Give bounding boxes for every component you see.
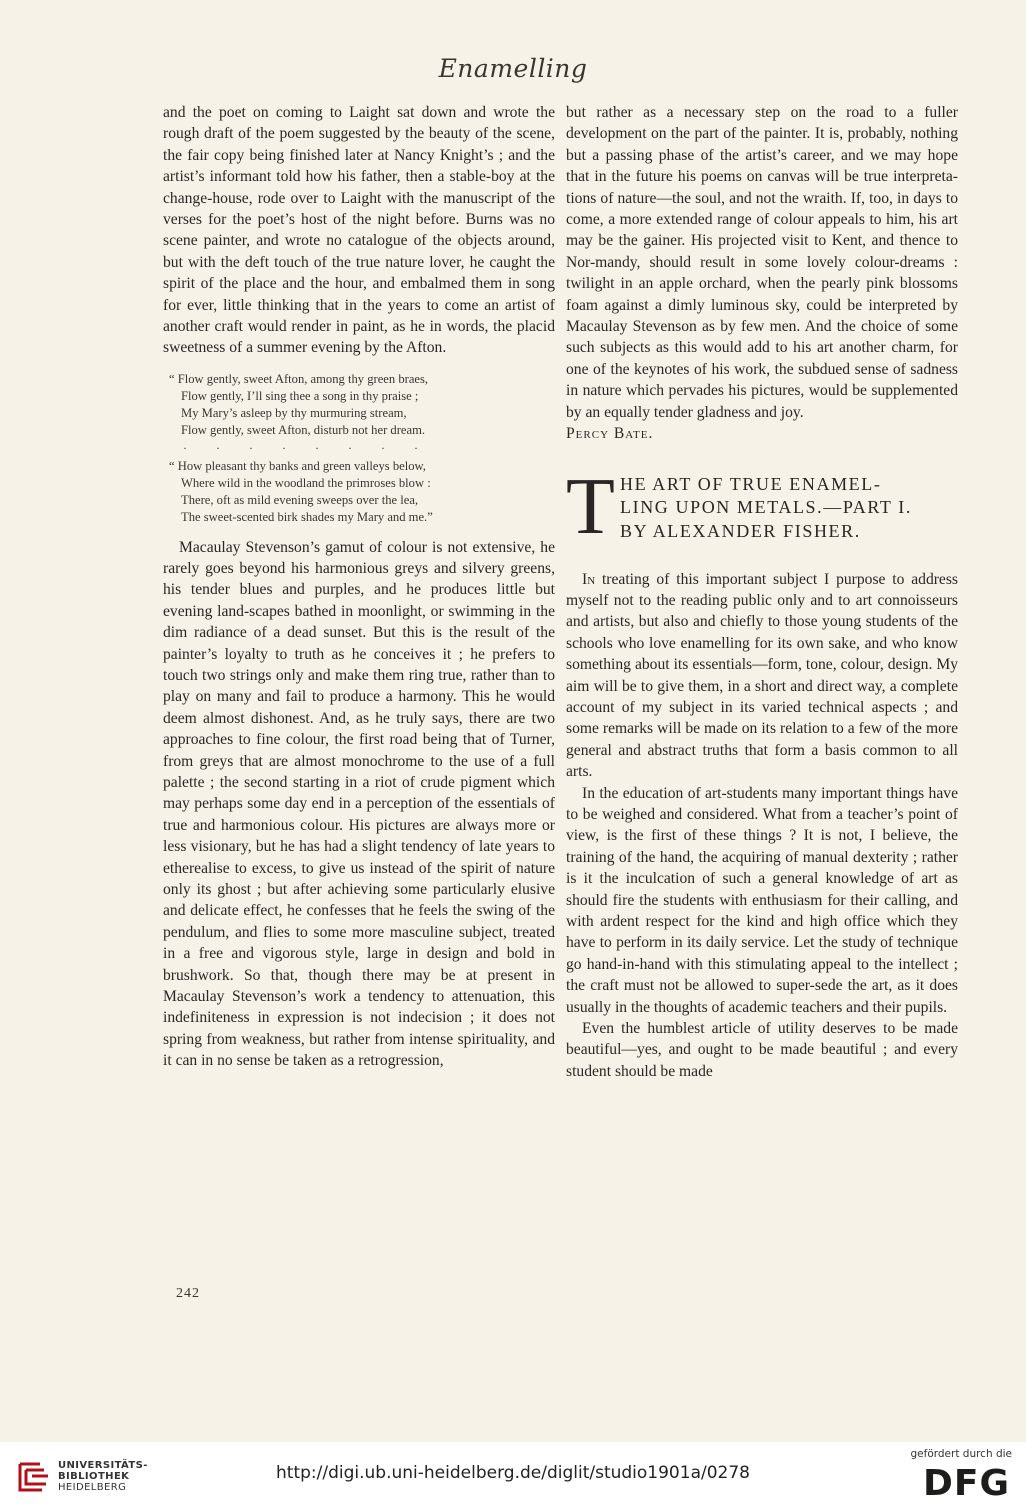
article-title <box>566 462 958 551</box>
right-paragraph-2 <box>566 569 958 783</box>
right-paragraph-4: Even the humblest article of utility deserves to be made beautiful—yes, and ought to be made beautiful ; and every student should be made <box>566 1020 958 1080</box>
poem-line: “ Flow gently, sweet Afton, among thy green braes, <box>169 371 429 386</box>
right-paragraph-3: In the education of art-students many important things have to be weighed and considered. What from a teacher’s point of view, is the first of these things ? It is not, I believe, the training of the hand, the acquiring of manual dexterity ; rather is it the inculcation of such a general knowledge of art as should fire the students with enthusiasm for their calling, and with ardent respect for the kind and high office which they have to perform in its daily service. Let the study of technique go hand-in-hand with this stimulating appeal to the intellect ; the craft must not be allowed to super-sede the art, as it does usually in the thoughts of academic teachers and their pupils. <box>566 784 958 1016</box>
library-name-line-2: BIBLIOTHEK <box>58 1471 130 1482</box>
digitization-footer <box>0 1442 1026 1512</box>
article-title-lines <box>566 473 958 544</box>
library-name-line-3: HEIDELBERG <box>58 1482 127 1493</box>
running-head: Enamelling <box>438 54 588 83</box>
poem-ellipsis: · · · · · · · · <box>183 440 431 455</box>
poem-line: The sweet-scented birk shades my Mary and me.” <box>181 510 433 525</box>
funded-by-label: gefördert durch die <box>910 1448 1012 1460</box>
left-paragraph-2: Macaulay Stevenson’s gamut of colour is not extensive, he rarely goes beyond his harmonious greys and silvery greens, his tender blues and purples, and he produces little but evening land-scapes bathed in moonlight, or swimming in the dim radiance of a dead sunset. But this is the result of the painter’s loyalty to truth as he conceives it ; he prefers to touch two strings only and make them ring true, rather than to play on many and fail to produce a harmony. This he would deem almost dishonest. And, as he truly says, there are two approaches to fine colour, the first road being that of Turner, from greys that are almost monochrome to the use of a full palette ; the second starting in a riot of crude pigment which may perhaps some day end in a perception of the essentials of true and harmonious colour. His pictures are always more or less visionary, but he has had a slight tendency of late years to etherealise to excess, to give us instead of the spirit of nature only its ghost ; but after achieving some particularly elusive and delicate effect, he confesses that he feels the swing of the pendulum, and flies to some more masculine subject, treated in a free and vigorous style, large in design and bold in brushwork. So that, though there may be at present in Macaulay Stevenson’s work a tendency to attenuation, this indefiniteness in expression is not indecision ; it does not spring from weakness, but rather from intense spirituality, and it can in no sense be taken as a retrogression, <box>163 538 555 1070</box>
drop-cap: T <box>566 462 615 551</box>
right-paragraph-2-text: treating of this important subject I purpose to address myself not to the reading public only and to art connoisseurs and artists, but also and chiefly to those young students of the schools who love enamelling for its own sake, and who know something about its essentials—form, tone, colour, design. My aim will be to give them, in a short and direct way, a complete account of my subject in its varied technical aspects ; and some remarks will be made on its relation to a few of the more general and abstract truths that form a basis common to all arts. <box>566 570 958 781</box>
page-number: 242 <box>176 1286 200 1301</box>
author-signature: Percy Bate. <box>566 425 654 443</box>
poem-quotation <box>163 371 555 527</box>
permalink-url[interactable]: http://digi.ub.uni-heidelberg.de/diglit/studio1901a/0278 <box>276 1463 750 1483</box>
article-title-line-1: HE ART OF TRUE ENAMEL- <box>620 473 882 494</box>
poem-line: Where wild in the woodland the primroses blow : <box>181 475 431 490</box>
lead-in-word: In <box>582 570 596 588</box>
library-name-line-1: UNIVERSITÄTS- <box>58 1460 148 1471</box>
poem-stanza-1 <box>169 371 555 440</box>
poem-stanza-2 <box>169 458 555 527</box>
left-paragraph-1: and the poet on coming to Laight sat down and wrote the rough draft of the poem suggested by the beauty of the scene, the fair copy being finished later at Nancy Knight’s ; and the artist’s informant told how his father, then a stable-boy at the change-house, rode over to Laight with the manuscript of the verses for the poet’s host of the night before. Burns was no scene painter, and wrote no catalogue of the objects around, but with the deft touch of the true nature lover, he caught the spirit of the place and the hour, and embalmed them in song for ever, little thinking that in the years to come an artist of another craft would render in paint, as he in words, the placid sweetness of a summer evening by the Afton. <box>163 104 555 357</box>
right-paragraph-1: but rather as a necessary step on the road to a fuller development on the part of the painter. It is, probably, nothing but a passing phase of the artist’s career, and we may hope that in the future his poems on canvas will be true interpreta-tions of nature—the soul, and not the wraith. If, too, in days to come, a more extended range of colour appeals to him, his art may be the gainer. His projected visit to Kent, and thence to Nor-mandy, should result in some lovely colour-dreams : twilight in an apple orchard, when the pearly pink blossoms foam against a dimly luminous sky, could be interpreted by Macaulay Stevenson as by few men. And the choice of some such subjects as this would add to his art another charm, for one of the keynotes of his work, the subdued sense of sadness in nature which pervades his pictures, would be supplemented by an equally tender gladness and joy. <box>566 104 958 421</box>
poem-line: There, oft as mild evening sweeps over the lea, <box>181 493 419 508</box>
poem-line: Flow gently, I’ll sing thee a song in thy praise ; <box>181 389 419 404</box>
article-title-line-2: LING UPON METALS.—PART I. <box>620 497 912 517</box>
right-column <box>566 102 958 1082</box>
poem-line: Flow gently, sweet Afton, disturb not her dream. <box>181 423 426 438</box>
poem-line: “ How pleasant thy banks and green valleys below, <box>169 458 426 473</box>
article-title-line-3: BY ALEXANDER FISHER. <box>620 520 861 541</box>
dfg-logo: DFG <box>922 1463 1010 1504</box>
poem-line: My Mary’s asleep by thy murmuring stream, <box>181 406 407 421</box>
left-column <box>163 102 555 1072</box>
